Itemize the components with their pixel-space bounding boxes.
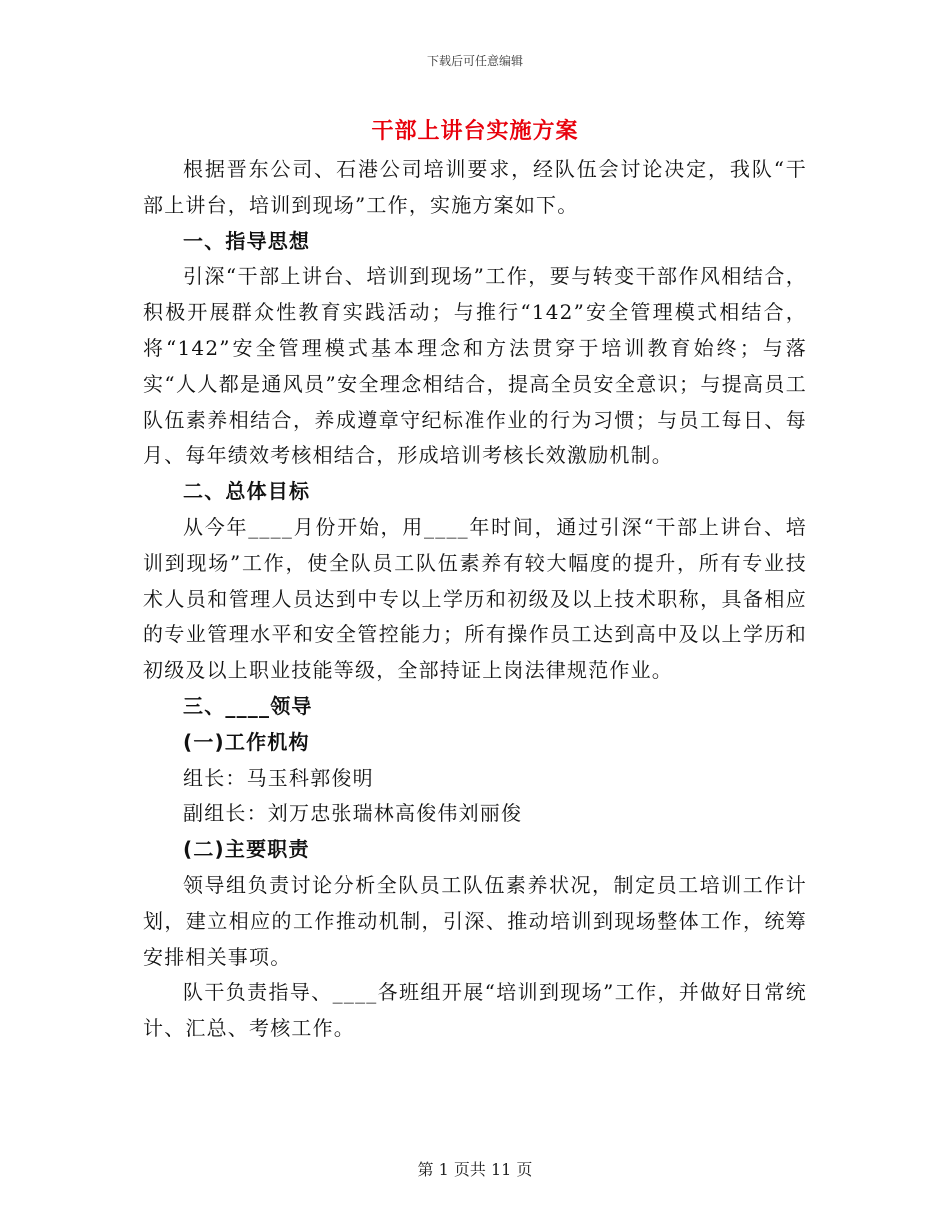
guiding-ideology-paragraph: 引深“干部上讲台、培训到现场”工作，要与转变干部作风相结合，积极开展群众性教育实践活动；与推行“142”安全管理模式相结合，将“142”安全管理模式基本理念和方法贯穿于培训教育始终；与落实“人人都是通风员”安全理念相结合，提高全员安全意识；与提高员工队伍素养相结合，养成遵章守纪标准作业的行为习惯；与员工每日、每月、每年绩效考核相结合，形成培训考核长效激励机制。 bbox=[143, 264, 807, 468]
overall-goal-paragraph: 从今年____月份开始，用____年时间，通过引深“干部上讲台、培训到现场”工作，使全队员工队伍素养有较大幅度的提升，所有专业技术人员和管理人员达到中专以上学历和初级及以上技术职称，具备相应的专业管理水平和安全管控能力；所有操作员工达到高中及以上学历和初级及以上职业技能等级，全部持证上岗法律规范作业。 bbox=[143, 514, 807, 683]
section-heading-guiding-ideology: 一、指导思想 bbox=[183, 228, 311, 253]
document-body bbox=[143, 152, 807, 1047]
duties-paragraph-2: 队干负责指导、____各班组开展“培训到现场”工作，并做好日常统计、汇总、考核工作。 bbox=[143, 980, 807, 1041]
header-note: 下载后可任意编辑 bbox=[426, 54, 523, 68]
duties-paragraph-1: 领导组负责讨论分析全队员工队伍素养状况，制定员工培训工作计划，建立相应的工作推动机制，引深、推动培训到现场整体工作，统筹安排相关事项。 bbox=[143, 872, 807, 969]
section-heading-leadership: 三、____领导 bbox=[183, 693, 313, 718]
page-number-footer: 第 1 页共 11 页 bbox=[417, 1160, 533, 1179]
section-heading-overall-goal: 二、总体目标 bbox=[183, 479, 311, 504]
subsection-heading-work-organization: (一)工作机构 bbox=[183, 729, 310, 754]
group-leader-line: 组长：马玉科郭俊明 bbox=[183, 765, 374, 790]
deputy-leader-line: 副组长：刘万忠张瑞林高俊伟刘丽俊 bbox=[183, 801, 523, 826]
document-title: 干部上讲台实施方案 bbox=[371, 119, 579, 144]
subsection-heading-main-duties: (二)主要职责 bbox=[183, 837, 310, 862]
intro-paragraph: 根据晋东公司、石港公司培训要求，经队伍会讨论决定，我队“干部上讲台，培训到现场”工作，实施方案如下。 bbox=[143, 157, 807, 217]
